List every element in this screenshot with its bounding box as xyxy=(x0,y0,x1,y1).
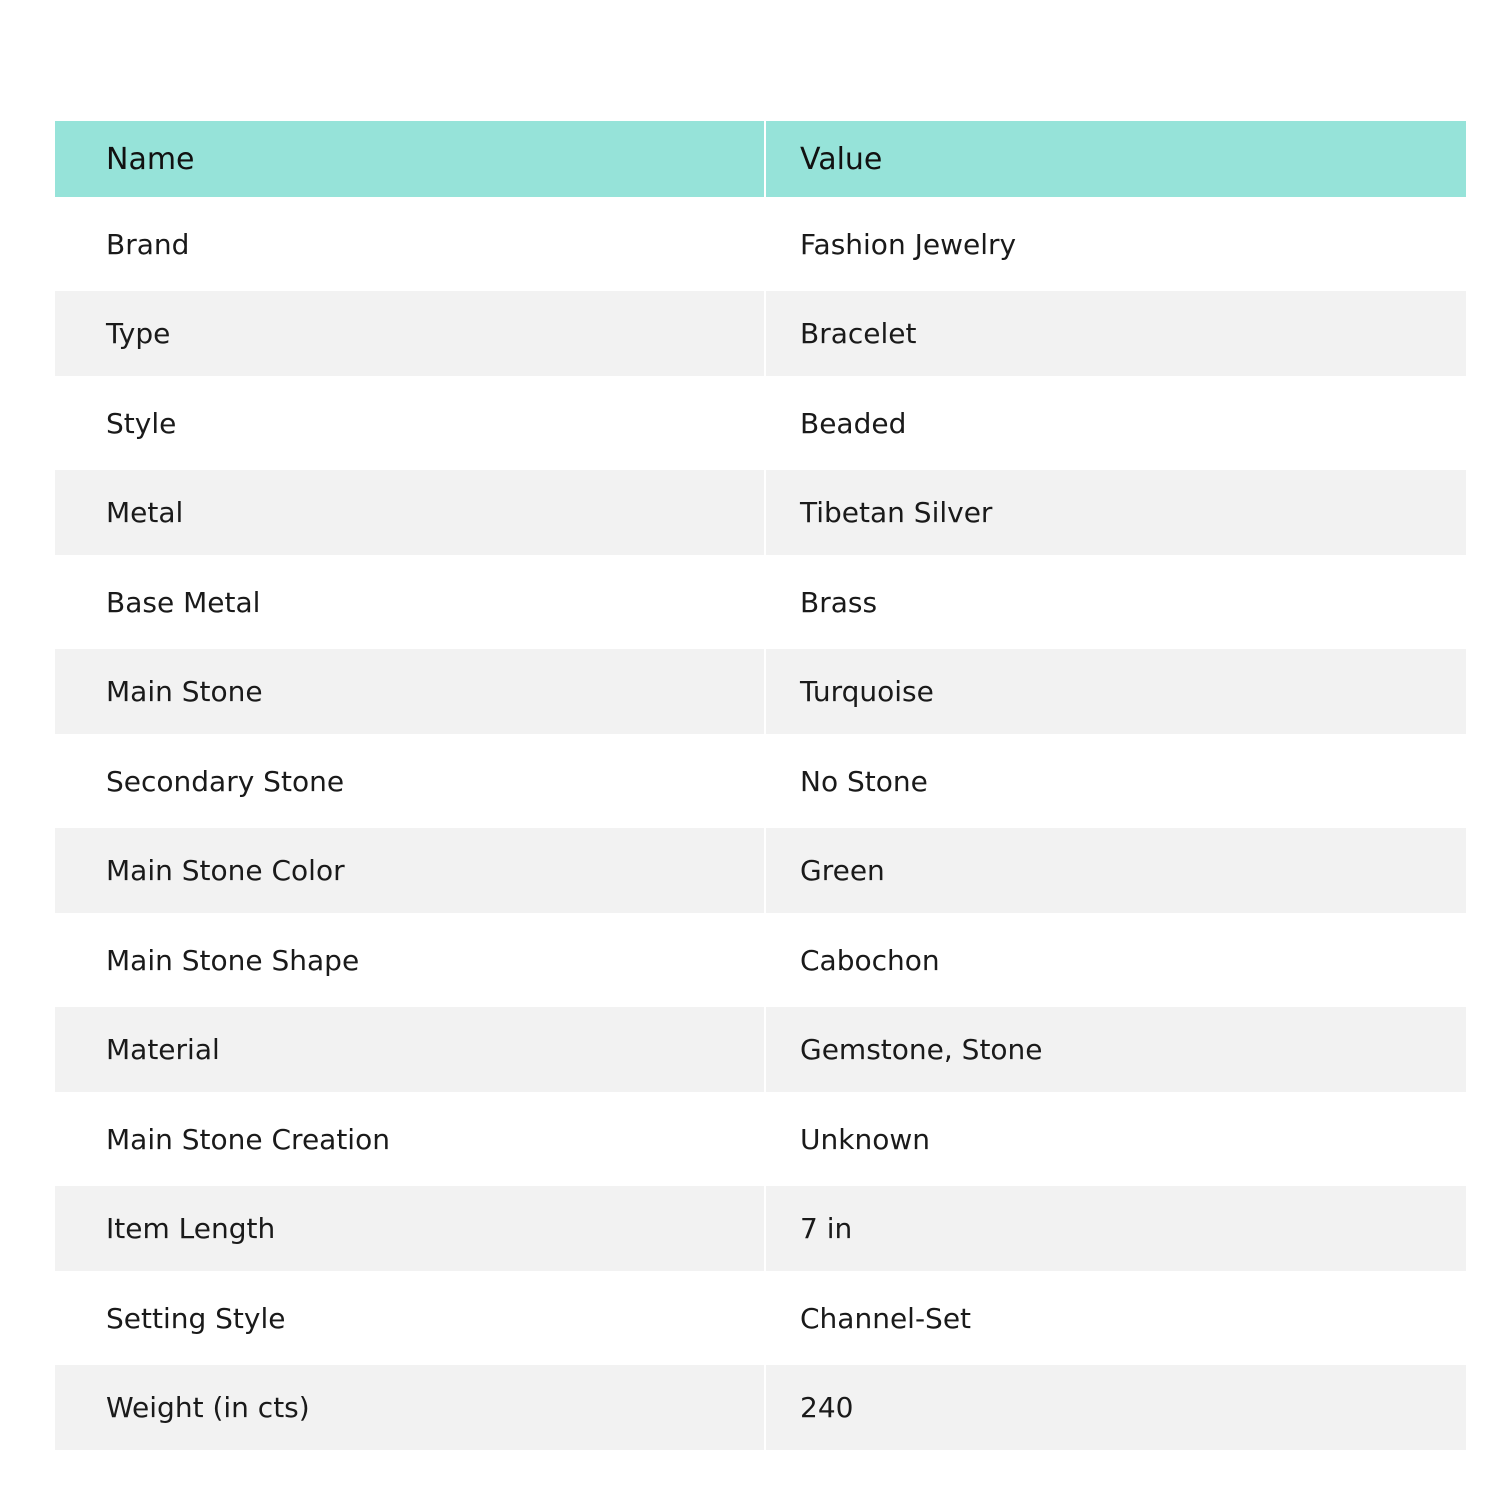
table-row xyxy=(55,1365,1466,1450)
cell-name: Style xyxy=(55,376,766,470)
table-row xyxy=(55,1271,1466,1365)
cell-name: Setting Style xyxy=(55,1271,766,1365)
cell-name: Item Length xyxy=(55,1186,766,1271)
table-header xyxy=(55,121,1466,197)
cell-value: Fashion Jewelry xyxy=(766,197,1466,291)
cell-value: Gemstone, Stone xyxy=(766,1007,1466,1092)
table-row xyxy=(55,197,1466,291)
cell-name: Secondary Stone xyxy=(55,734,766,828)
cell-value: Brass xyxy=(766,555,1466,649)
table-row xyxy=(55,828,1466,913)
header-row xyxy=(55,121,1466,197)
cell-value: Unknown xyxy=(766,1092,1466,1186)
cell-value: Channel-Set xyxy=(766,1271,1466,1365)
cell-name: Main Stone Shape xyxy=(55,913,766,1007)
cell-name: Weight (in cts) xyxy=(55,1365,766,1450)
spec-table xyxy=(55,121,1466,1450)
cell-value: Bracelet xyxy=(766,291,1466,376)
cell-name: Metal xyxy=(55,470,766,555)
cell-value: No Stone xyxy=(766,734,1466,828)
table-row xyxy=(55,734,1466,828)
table-body xyxy=(55,197,1466,1450)
cell-name: Main Stone Color xyxy=(55,828,766,913)
table-row xyxy=(55,291,1466,376)
header-value: Value xyxy=(766,121,1466,197)
cell-value: 7 in xyxy=(766,1186,1466,1271)
cell-name: Material xyxy=(55,1007,766,1092)
table-row xyxy=(55,376,1466,470)
cell-name: Main Stone Creation xyxy=(55,1092,766,1186)
cell-name: Brand xyxy=(55,197,766,291)
table-row xyxy=(55,649,1466,734)
cell-value: 240 xyxy=(766,1365,1466,1450)
cell-value: Tibetan Silver xyxy=(766,470,1466,555)
table-row xyxy=(55,1092,1466,1186)
header-name: Name xyxy=(55,121,766,197)
cell-value: Beaded xyxy=(766,376,1466,470)
cell-value: Cabochon xyxy=(766,913,1466,1007)
cell-name: Type xyxy=(55,291,766,376)
cell-value: Turquoise xyxy=(766,649,1466,734)
cell-name: Main Stone xyxy=(55,649,766,734)
table-row xyxy=(55,470,1466,555)
table-row xyxy=(55,1186,1466,1271)
cell-value: Green xyxy=(766,828,1466,913)
table-row xyxy=(55,555,1466,649)
cell-name: Base Metal xyxy=(55,555,766,649)
table-row xyxy=(55,1007,1466,1092)
table-row xyxy=(55,913,1466,1007)
